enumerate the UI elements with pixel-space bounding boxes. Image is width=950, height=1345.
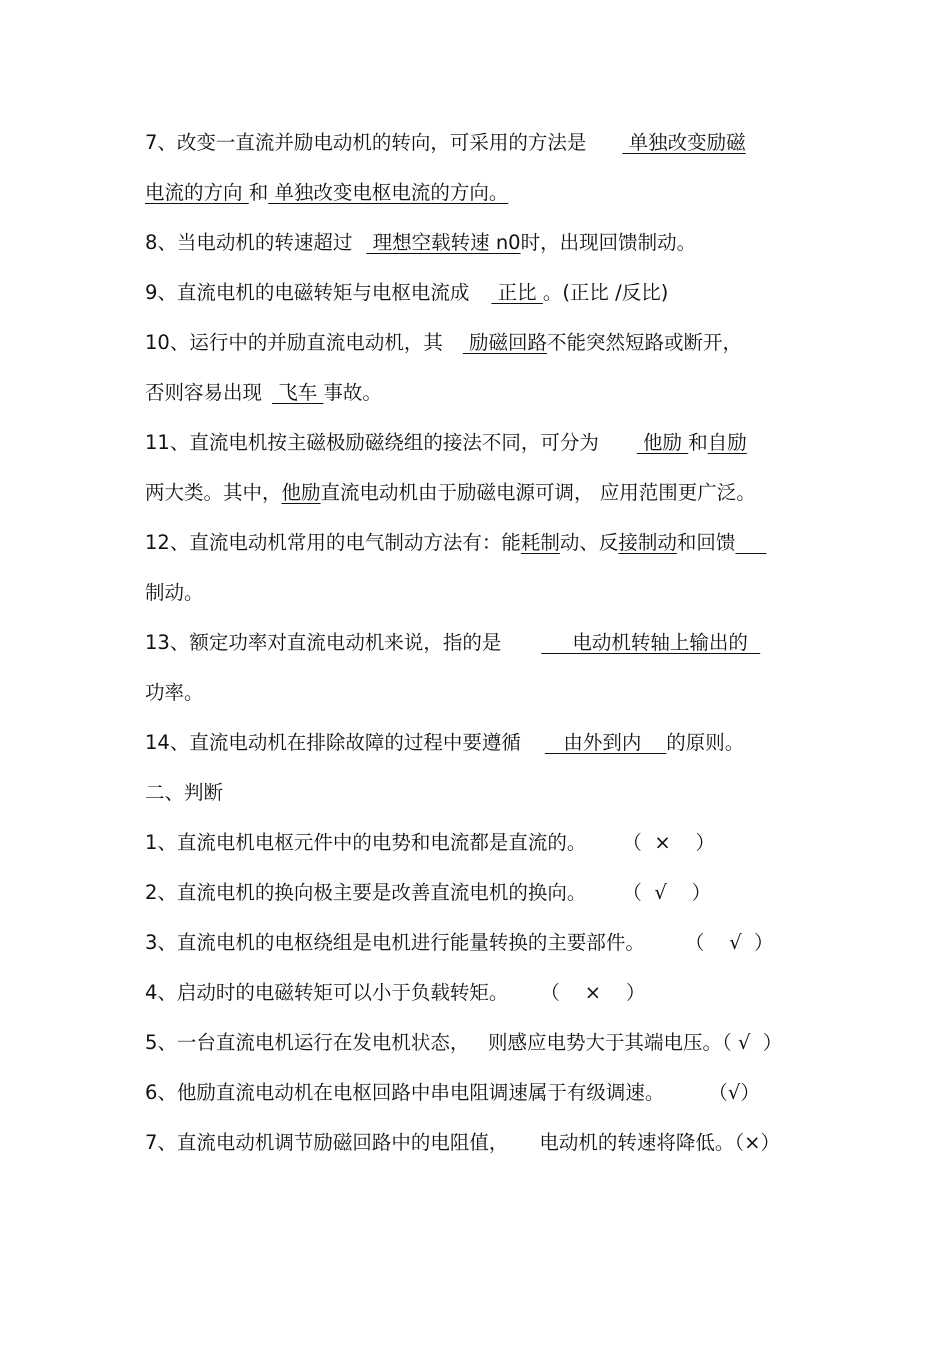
- q7-line2: [145, 180, 810, 206]
- judgment-item: [145, 1080, 810, 1106]
- q11-connector: 和: [688, 431, 708, 454]
- q9-prefix: 9、直流电机的电磁转矩与电枢电流成: [145, 281, 470, 304]
- q14-suffix: 的原则。: [666, 731, 745, 754]
- q14-prefix: 14、直流电动机在排除故障的过程中要遵循: [145, 731, 521, 754]
- q14-line: [145, 730, 810, 756]
- judgment-text: 3、直流电机的电枢绕组是电机进行能量转换的主要部件。: [145, 931, 645, 954]
- judgment-answer: （ √ ）: [722, 1031, 783, 1054]
- judgment-item: [145, 930, 810, 956]
- q13-line2-text: 功率。: [145, 681, 204, 704]
- q10-answer2: 飞车: [272, 381, 324, 404]
- q8-answer: 理想空载转速 n0: [366, 231, 521, 254]
- judgment-item: [145, 880, 810, 906]
- judgment-text: 4、启动时的电磁转矩可以小于负载转矩。: [145, 981, 509, 1004]
- q9-line: [145, 280, 810, 306]
- q10-line2-prefix: 否则容易出现: [145, 381, 263, 404]
- q11-answer-a: 他励: [636, 431, 689, 454]
- q12-line2-text: 制动。: [145, 581, 204, 604]
- q11-prefix: 11、直流电机按主磁极励磁绕组的接法不同，可分为: [145, 431, 599, 454]
- q7-answer-part2: 电流的方向: [145, 181, 249, 204]
- q9-suffix: 。(正比 /反比): [542, 281, 669, 304]
- q10-line1: [145, 330, 810, 356]
- judgment-text: 5、一台直流电机运行在发电机状态， 则感应电势大于其端电压。: [145, 1031, 723, 1054]
- q13-answer: 电动机转轴上输出的: [541, 631, 761, 654]
- q11-answer-c: 他励: [281, 481, 321, 504]
- q8-line: [145, 230, 810, 256]
- judgment-item: [145, 830, 810, 856]
- q12-answer-b: 接制动: [618, 531, 677, 554]
- q12-line2: [145, 580, 810, 606]
- judgment-answer: （ × ）: [540, 981, 646, 1004]
- q11-line2-prefix: 两大类。其中，: [145, 481, 282, 504]
- q13-prefix: 13、额定功率对直流电动机来说，指的是: [145, 631, 502, 654]
- judgment-text: 2、直流电机的换向极主要是改善直流电机的换向。: [145, 881, 587, 904]
- judgment-text: 1、直流电机电枢元件中的电势和电流都是直流的。: [145, 831, 587, 854]
- q10-prefix: 10、运行中的并励直流电动机，其: [145, 331, 443, 354]
- q11-answer-b: 自励: [707, 431, 747, 454]
- q10-line2: [145, 380, 810, 406]
- judgment-answer: （×）: [734, 1131, 780, 1154]
- judgment-text: 7、直流电动机调节励磁回路中的电阻值， 电动机的转速将降低。: [145, 1131, 735, 1154]
- q14-answer: 由外到内: [544, 731, 667, 754]
- q11-line2: [145, 480, 810, 506]
- q11-line1: [145, 430, 810, 456]
- q7-connector: 和: [248, 181, 269, 204]
- q12-answer-c: [735, 531, 766, 554]
- judgment-item: [145, 1030, 810, 1056]
- q10-line2-suffix: 事故。: [323, 381, 382, 404]
- q9-answer: 正比: [491, 281, 543, 304]
- q10-suffix: 不能突然短路或断开，: [547, 331, 743, 354]
- q12-line1: [145, 530, 810, 556]
- judgment-item: [145, 980, 810, 1006]
- q13-line2: [145, 680, 810, 706]
- judgment-answer: （ × ）: [622, 831, 715, 854]
- q12-answer-a: 耗制: [520, 531, 560, 554]
- q8-suffix: 时，出现回馈制动。: [520, 231, 697, 254]
- judgment-text: 6、他励直流电动机在电枢回路中串电阻调速属于有级调速。: [145, 1081, 665, 1104]
- q7-answer-part3: 单独改变电枢电流的方向。: [268, 181, 509, 204]
- judgment-answer: （√）: [708, 1081, 760, 1104]
- q12-mid: 动、反: [559, 531, 619, 554]
- q7-line1: [145, 130, 810, 156]
- q12-mid2: 和回馈: [676, 531, 736, 554]
- q10-answer: 励磁回路: [462, 331, 548, 354]
- q11-line2-suffix: 直流电动机由于励磁电源可调， 应用范围更广泛。: [320, 481, 756, 504]
- q13-line1: [145, 630, 810, 656]
- judgment-answer: （ √ ）: [622, 881, 712, 904]
- judgment-item: [145, 1130, 810, 1156]
- q7-answer-part1: 单独改变励磁: [622, 131, 746, 154]
- section-heading: 二、判断: [145, 781, 224, 804]
- judgment-answer: （ √ ）: [684, 931, 774, 954]
- q7-prefix: 7、改变一直流并励电动机的转向，可采用的方法是: [145, 131, 587, 154]
- q8-prefix: 8、当电动机的转速超过: [145, 231, 353, 254]
- q12-prefix: 12、直流电动机常用的电气制动方法有：能: [145, 531, 521, 554]
